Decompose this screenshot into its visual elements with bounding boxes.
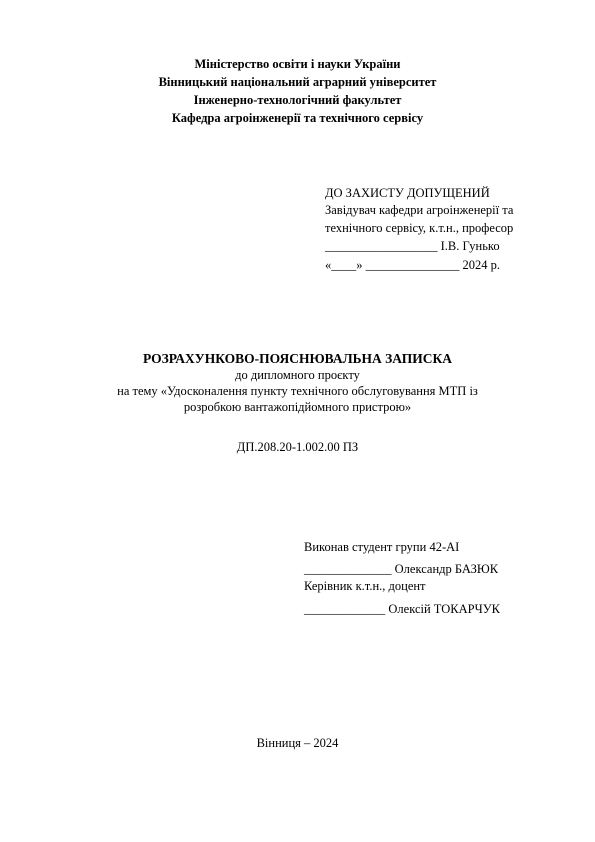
document-subtitle: до дипломного проєкту: [235, 368, 360, 382]
topic-line1: на тему «Удосконалення пункту технічного обслуговування МТП із: [117, 384, 478, 398]
supervisor-signature: _____________ Олексій ТОКАРЧУК: [304, 602, 500, 616]
topic-line2: розробкою вантажопідйомного пристрою»: [183, 400, 412, 414]
department-line: Кафедра агроінженерії та технічного сервісу: [171, 111, 424, 125]
supervisor-label: Керівник к.т.н., доцент: [304, 579, 426, 593]
student-signature: ______________ Олександр БАЗЮК: [304, 562, 499, 576]
place-year: Вінниця – 2024: [256, 736, 339, 750]
approval-position-line1: Завідувач кафедри агроінженерії та: [325, 203, 514, 217]
approval-title: ДО ЗАХИСТУ ДОПУЩЕНИЙ: [325, 186, 490, 200]
approval-signature: __________________ І.В. Гунько: [325, 239, 500, 253]
approval-date: «____» _______________ 2024 р.: [325, 258, 500, 272]
ministry-line: Міністерство освіти і науки України: [194, 57, 401, 71]
university-line: Вінницький національний аграрний університет: [158, 75, 437, 89]
document-title: РОЗРАХУНКОВО-ПОЯСНЮВАЛЬНА ЗАПИСКА: [142, 351, 453, 366]
student-label: Виконав студент групи 42-АІ: [304, 540, 460, 554]
approval-position-line2: технічного сервісу, к.т.н., професор: [325, 221, 514, 235]
document-code: ДП.208.20-1.002.00 ПЗ: [236, 440, 359, 454]
faculty-line: Інженерно-технологічний факультет: [193, 93, 402, 107]
